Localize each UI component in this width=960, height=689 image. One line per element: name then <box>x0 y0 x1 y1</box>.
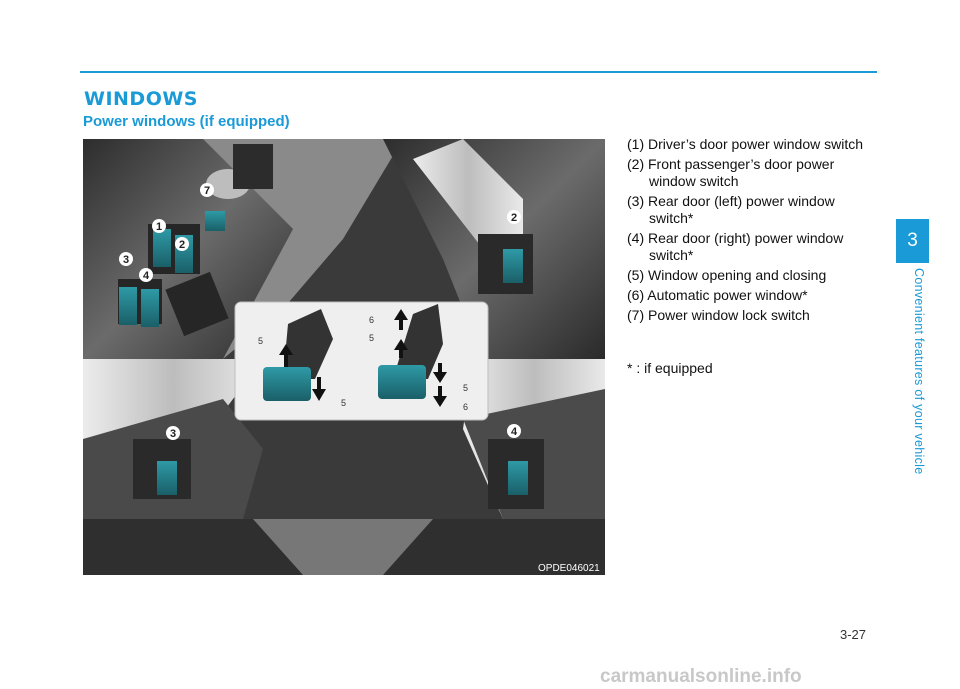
svg-text:3: 3 <box>122 254 130 266</box>
passenger-switch <box>478 234 533 294</box>
rear-right-switch <box>488 439 544 509</box>
inset-label-5-c: 5 <box>369 333 375 343</box>
caption-item: (5) Window opening and closing <box>627 267 827 283</box>
top-rule <box>80 71 877 73</box>
inset-label-6-a: 6 <box>369 315 375 325</box>
section-title: WINDOWS <box>84 88 198 110</box>
footnote: * : if equipped <box>627 360 713 376</box>
caption-item: (3) Rear door (left) power window switch* <box>627 193 835 226</box>
callout-2-passenger <box>507 210 521 224</box>
chapter-tab: 3 <box>896 219 929 263</box>
chapter-title: Convenient features of your vehicle <box>912 268 926 475</box>
callout-3 <box>119 252 133 266</box>
callout-4-rear-right <box>507 424 521 438</box>
caption-item: (7) Power window lock switch <box>627 307 810 323</box>
watermark: carmanualsonline.info <box>600 666 802 687</box>
callout-3-rear-left <box>166 426 180 440</box>
svg-text:4: 4 <box>142 270 150 282</box>
figure-code: OPDE046021 <box>538 563 600 574</box>
svg-text:1: 1 <box>155 221 163 233</box>
window-switches-figure <box>83 139 605 575</box>
svg-text:7: 7 <box>203 185 211 197</box>
caption-item: (2) Front passenger’s door power window switch <box>627 156 835 189</box>
inset-label-5-a: 5 <box>258 336 264 346</box>
svg-text:2: 2 <box>510 212 518 224</box>
svg-text:4: 4 <box>510 426 518 438</box>
inset-label-6-b: 6 <box>463 402 469 412</box>
callout-7 <box>200 183 214 197</box>
caption-item: (4) Rear door (right) power window switch* <box>627 230 844 263</box>
inset-label-5-b: 5 <box>341 398 347 408</box>
svg-text:2: 2 <box>178 239 186 251</box>
caption-item: (6) Automatic power window* <box>627 287 808 303</box>
page-number: 3-27 <box>840 627 867 642</box>
inset-operation-diagram <box>235 302 488 420</box>
callout-4 <box>139 268 153 282</box>
inset-label-5-d: 5 <box>463 383 469 393</box>
rear-left-switch <box>133 439 191 499</box>
subtitle: Power windows (if equipped) <box>83 113 290 130</box>
callout-2 <box>175 237 189 251</box>
callout-1 <box>152 219 166 233</box>
caption-list <box>627 136 877 327</box>
caption-item: (1) Driver’s door power window switch <box>627 136 864 152</box>
svg-text:3: 3 <box>169 428 177 440</box>
